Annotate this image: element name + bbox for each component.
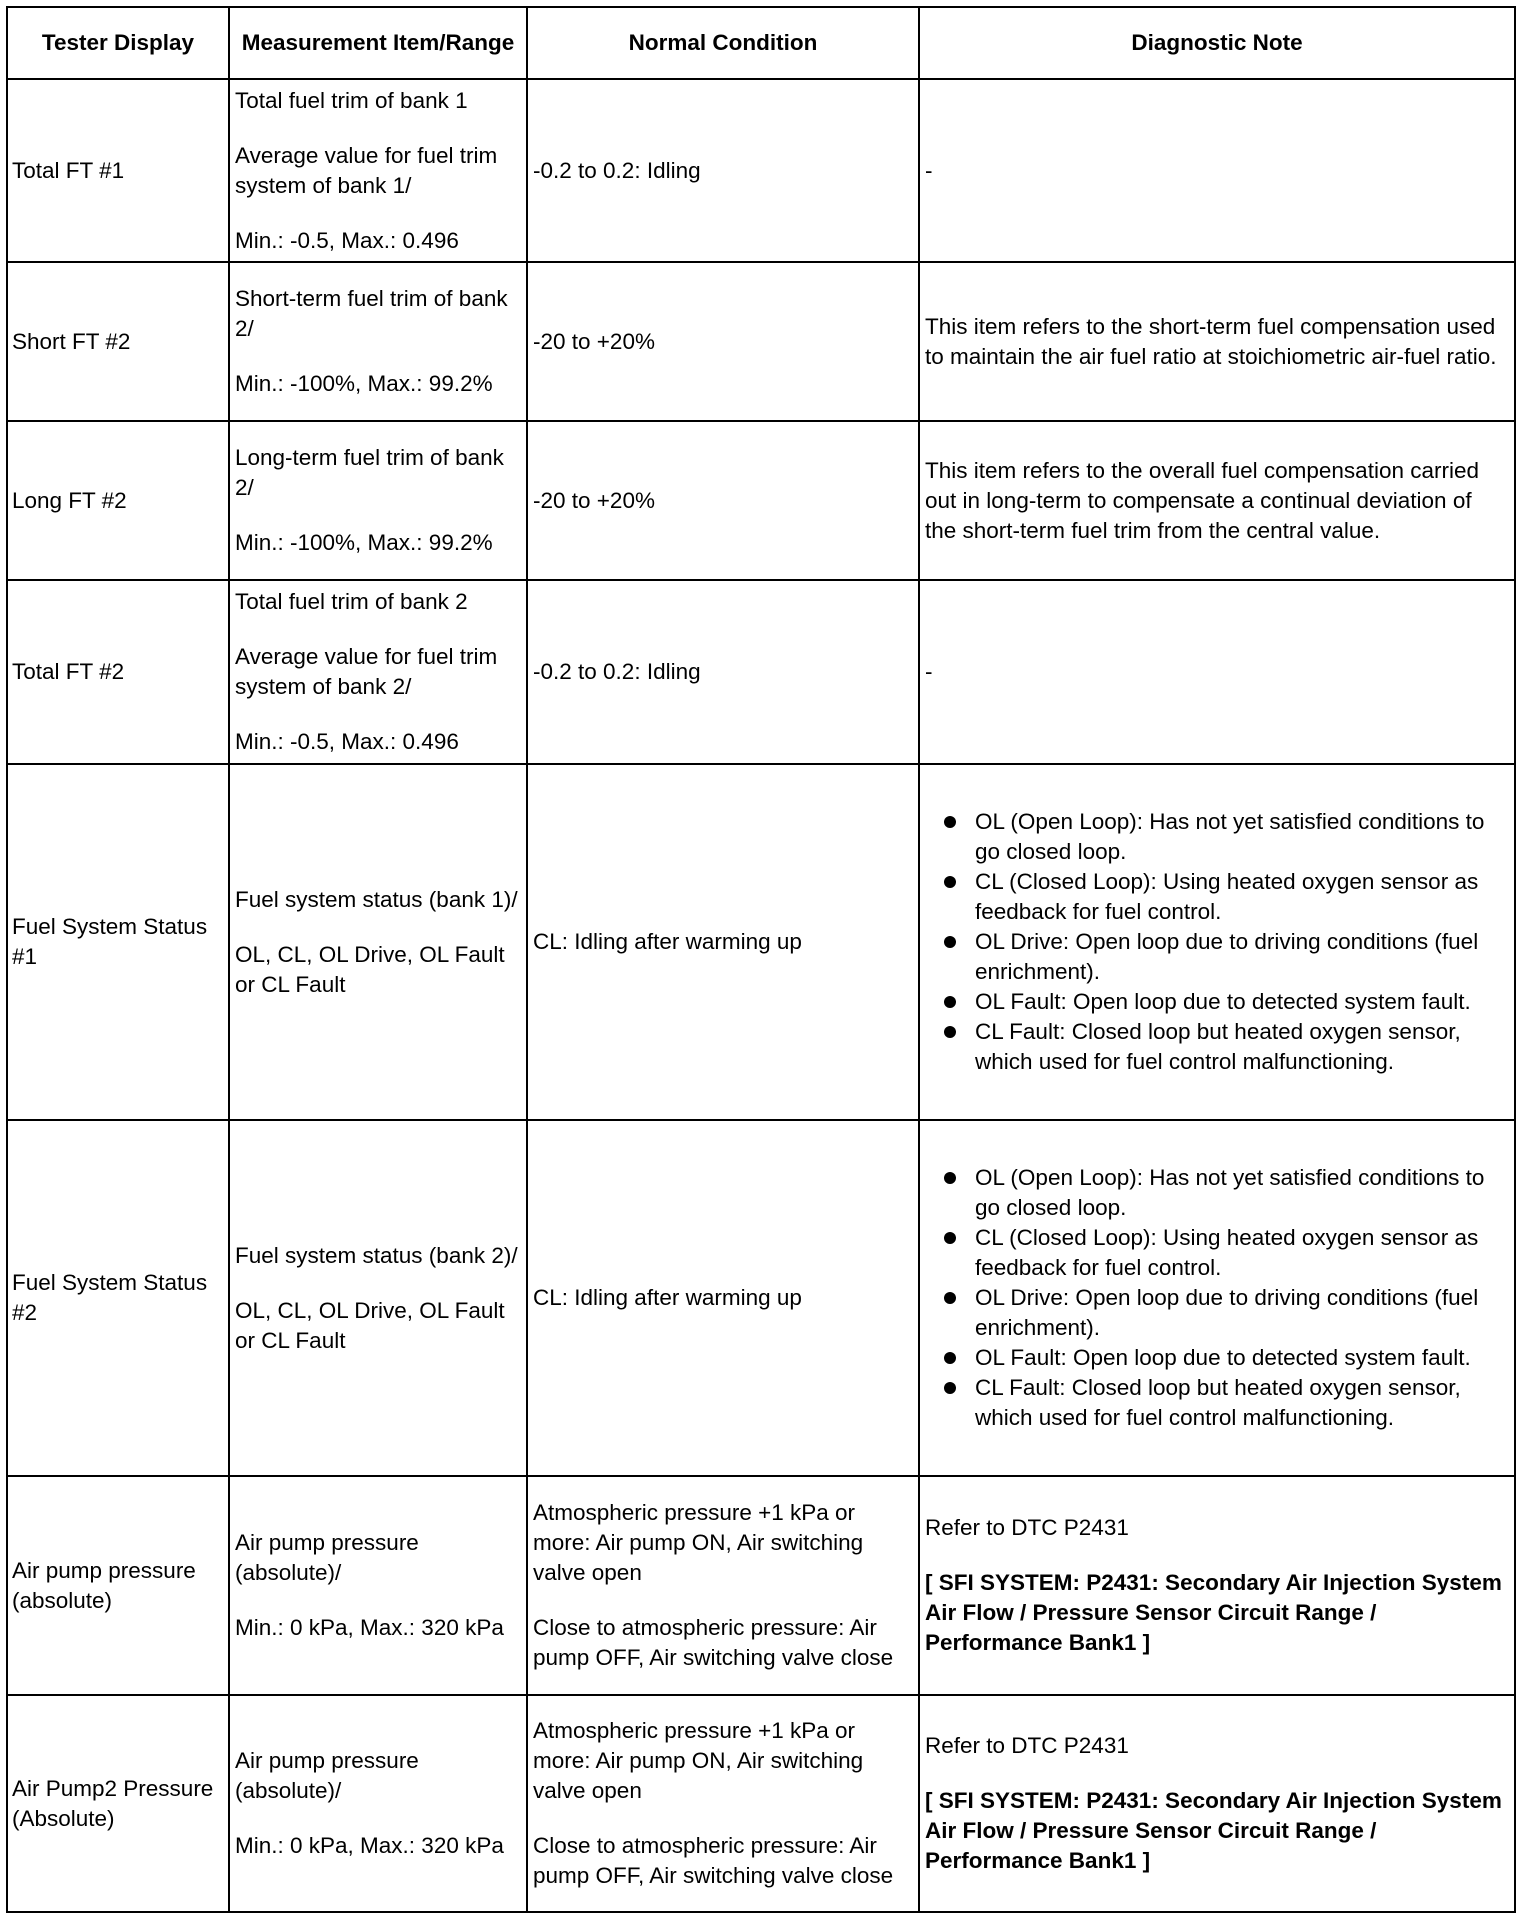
measurement-line: Long-term fuel trim of bank 2/: [235, 445, 504, 500]
diagnostic-note-cell: [919, 1695, 1515, 1912]
table-row: [7, 580, 1515, 764]
table-row: [7, 1120, 1515, 1476]
condition-line: -20 to +20%: [533, 328, 655, 354]
table-row: [7, 262, 1515, 421]
normal-condition-cell: [527, 1120, 919, 1476]
note-bullet-text: OL Fault: Open loop due to detected system fault.: [975, 989, 1471, 1014]
tester-display-cell: Air pump pressure (absolute): [7, 1476, 229, 1695]
table-row: [7, 1695, 1515, 1912]
note-bullet-text: OL Drive: Open loop due to driving conditions (fuel enrichment).: [975, 929, 1479, 984]
list-item: [925, 1017, 1509, 1077]
data-list-table: [6, 6, 1516, 1913]
list-item: [925, 1373, 1509, 1433]
note-bullet-text: OL Fault: Open loop due to detected system fault.: [975, 1345, 1471, 1370]
dtc-reference-link[interactable]: [ SFI SYSTEM: P2431: Secondary Air Injection System Air Flow / Pressure Sensor Circuit Range / Performance Bank1 ]: [925, 1570, 1502, 1655]
measurement-line: Total fuel trim of bank 1: [235, 87, 468, 113]
header-measurement: Measurement Item/Range: [229, 7, 527, 79]
note-bullet-list: [925, 807, 1509, 1077]
measurement-line: Min.: 0 kPa, Max.: 320 kPa: [235, 1833, 504, 1858]
measurement-line: Short-term fuel trim of bank 2/: [235, 286, 508, 341]
bullet-icon: [944, 996, 956, 1008]
note-bullet-text: OL (Open Loop): Has not yet satisfied conditions to go closed loop.: [975, 1165, 1485, 1220]
measurement-line: Min.: 0 kPa, Max.: 320 kPa: [235, 1615, 504, 1640]
measurement-cell: [229, 1695, 527, 1912]
note-bullet-text: OL (Open Loop): Has not yet satisfied conditions to go closed loop.: [975, 809, 1485, 864]
condition-line: Atmospheric pressure +1 kPa or more: Air pump ON, Air switching valve open: [533, 1718, 864, 1803]
measurement-line: Fuel system status (bank 1)/: [235, 886, 518, 912]
note-text: -: [925, 659, 933, 684]
measurement-line: Average value for fuel trim system of bank 1/: [235, 142, 498, 198]
note-bullet-text: CL Fault: Closed loop but heated oxygen sensor, which used for fuel control malfunctioning.: [975, 1375, 1461, 1430]
list-item: [925, 1343, 1509, 1373]
measurement-cell: [229, 79, 527, 262]
list-item: [925, 1223, 1509, 1283]
bullet-icon: [944, 1382, 956, 1394]
diagnostic-note-cell: [919, 764, 1515, 1120]
header-tester-display: Tester Display: [7, 7, 229, 79]
list-item: [925, 927, 1509, 987]
tester-display-cell: Fuel System Status #1: [7, 764, 229, 1120]
tester-display-cell: Total FT #1: [7, 79, 229, 262]
diagnostic-note-cell: [919, 1120, 1515, 1476]
bullet-icon: [944, 1292, 956, 1304]
note-text: -: [925, 157, 933, 183]
header-normal-condition: Normal Condition: [527, 7, 919, 79]
condition-line: -0.2 to 0.2: Idling: [533, 659, 701, 684]
bullet-icon: [944, 1232, 956, 1244]
tester-display-cell: Fuel System Status #2: [7, 1120, 229, 1476]
measurement-line: Air pump pressure (absolute)/: [235, 1748, 419, 1803]
table-row: [7, 764, 1515, 1120]
note-text: Refer to DTC P2431: [925, 1515, 1129, 1540]
measurement-line: OL, CL, OL Drive, OL Fault or CL Fault: [235, 941, 505, 997]
note-bullet-text: CL (Closed Loop): Using heated oxygen sensor as feedback for fuel control.: [975, 1225, 1479, 1280]
normal-condition-cell: [527, 421, 919, 580]
measurement-line: Total fuel trim of bank 2: [235, 589, 468, 614]
list-item: [925, 1283, 1509, 1343]
table-row: [7, 421, 1515, 580]
tester-display-cell: Short FT #2: [7, 262, 229, 421]
bullet-icon: [944, 876, 956, 888]
condition-line: Close to atmospheric pressure: Air pump OFF, Air switching valve close: [533, 1833, 894, 1888]
bullet-icon: [944, 936, 956, 948]
bullet-icon: [944, 816, 956, 828]
diagnostic-note-cell: [919, 421, 1515, 580]
normal-condition-cell: [527, 1695, 919, 1912]
measurement-cell: [229, 580, 527, 764]
measurement-line: Min.: -100%, Max.: 99.2%: [235, 530, 493, 555]
measurement-line: Fuel system status (bank 2)/: [235, 1242, 518, 1268]
diagnostic-note-cell: [919, 1476, 1515, 1695]
diagnostic-note-cell: [919, 79, 1515, 262]
list-item: [925, 867, 1509, 927]
data-list-sheet: [6, 6, 1516, 1913]
header-row: [7, 7, 1515, 79]
list-item: [925, 1163, 1509, 1223]
header-diagnostic-note: Diagnostic Note: [919, 7, 1515, 79]
tester-display-cell: Long FT #2: [7, 421, 229, 580]
note-bullet-list: [925, 1163, 1509, 1433]
bullet-icon: [944, 1172, 956, 1184]
measurement-cell: [229, 262, 527, 421]
measurement-cell: [229, 1476, 527, 1695]
note-bullet-text: CL (Closed Loop): Using heated oxygen sensor as feedback for fuel control.: [975, 869, 1479, 924]
note-bullet-text: CL Fault: Closed loop but heated oxygen sensor, which used for fuel control malfunctioning.: [975, 1019, 1461, 1074]
measurement-cell: [229, 421, 527, 580]
measurement-line: Min.: -0.5, Max.: 0.496: [235, 227, 459, 253]
table-row: [7, 79, 1515, 262]
measurement-line: Average value for fuel trim system of bank 2/: [235, 644, 498, 699]
bullet-icon: [944, 1026, 956, 1038]
dtc-reference-link[interactable]: [ SFI SYSTEM: P2431: Secondary Air Injection System Air Flow / Pressure Sensor Circuit Range / Performance Bank1 ]: [925, 1788, 1502, 1873]
measurement-cell: [229, 764, 527, 1120]
condition-line: CL: Idling after warming up: [533, 929, 802, 954]
bullet-icon: [944, 1352, 956, 1364]
measurement-line: Min.: -100%, Max.: 99.2%: [235, 371, 493, 396]
normal-condition-cell: [527, 764, 919, 1120]
normal-condition-cell: [527, 262, 919, 421]
measurement-line: Min.: -0.5, Max.: 0.496: [235, 729, 459, 754]
tester-display-cell: Air Pump2 Pressure (Absolute): [7, 1695, 229, 1912]
diagnostic-note-cell: [919, 580, 1515, 764]
note-bullet-text: OL Drive: Open loop due to driving conditions (fuel enrichment).: [975, 1285, 1479, 1340]
note-text: Refer to DTC P2431: [925, 1733, 1129, 1758]
condition-line: -20 to +20%: [533, 487, 655, 513]
list-item: [925, 807, 1509, 867]
normal-condition-cell: [527, 580, 919, 764]
note-text: This item refers to the overall fuel compensation carried out in long-term to compensate a continual deviation of the short-term fuel trim from the central value.: [925, 457, 1479, 543]
measurement-line: OL, CL, OL Drive, OL Fault or CL Fault: [235, 1297, 505, 1353]
condition-line: Close to atmospheric pressure: Air pump OFF, Air switching valve close: [533, 1615, 894, 1670]
normal-condition-cell: [527, 1476, 919, 1695]
measurement-cell: [229, 1120, 527, 1476]
condition-line: -0.2 to 0.2: Idling: [533, 157, 701, 183]
note-text: This item refers to the short-term fuel compensation used to maintain the air fuel ratio at stoichiometric air-fuel ratio.: [925, 313, 1497, 369]
diagnostic-note-cell: [919, 262, 1515, 421]
measurement-line: Air pump pressure (absolute)/: [235, 1530, 419, 1585]
condition-line: CL: Idling after warming up: [533, 1285, 802, 1310]
table-row: [7, 1476, 1515, 1695]
list-item: [925, 987, 1509, 1017]
normal-condition-cell: [527, 79, 919, 262]
condition-line: Atmospheric pressure +1 kPa or more: Air pump ON, Air switching valve open: [533, 1500, 864, 1585]
tester-display-cell: Total FT #2: [7, 580, 229, 764]
